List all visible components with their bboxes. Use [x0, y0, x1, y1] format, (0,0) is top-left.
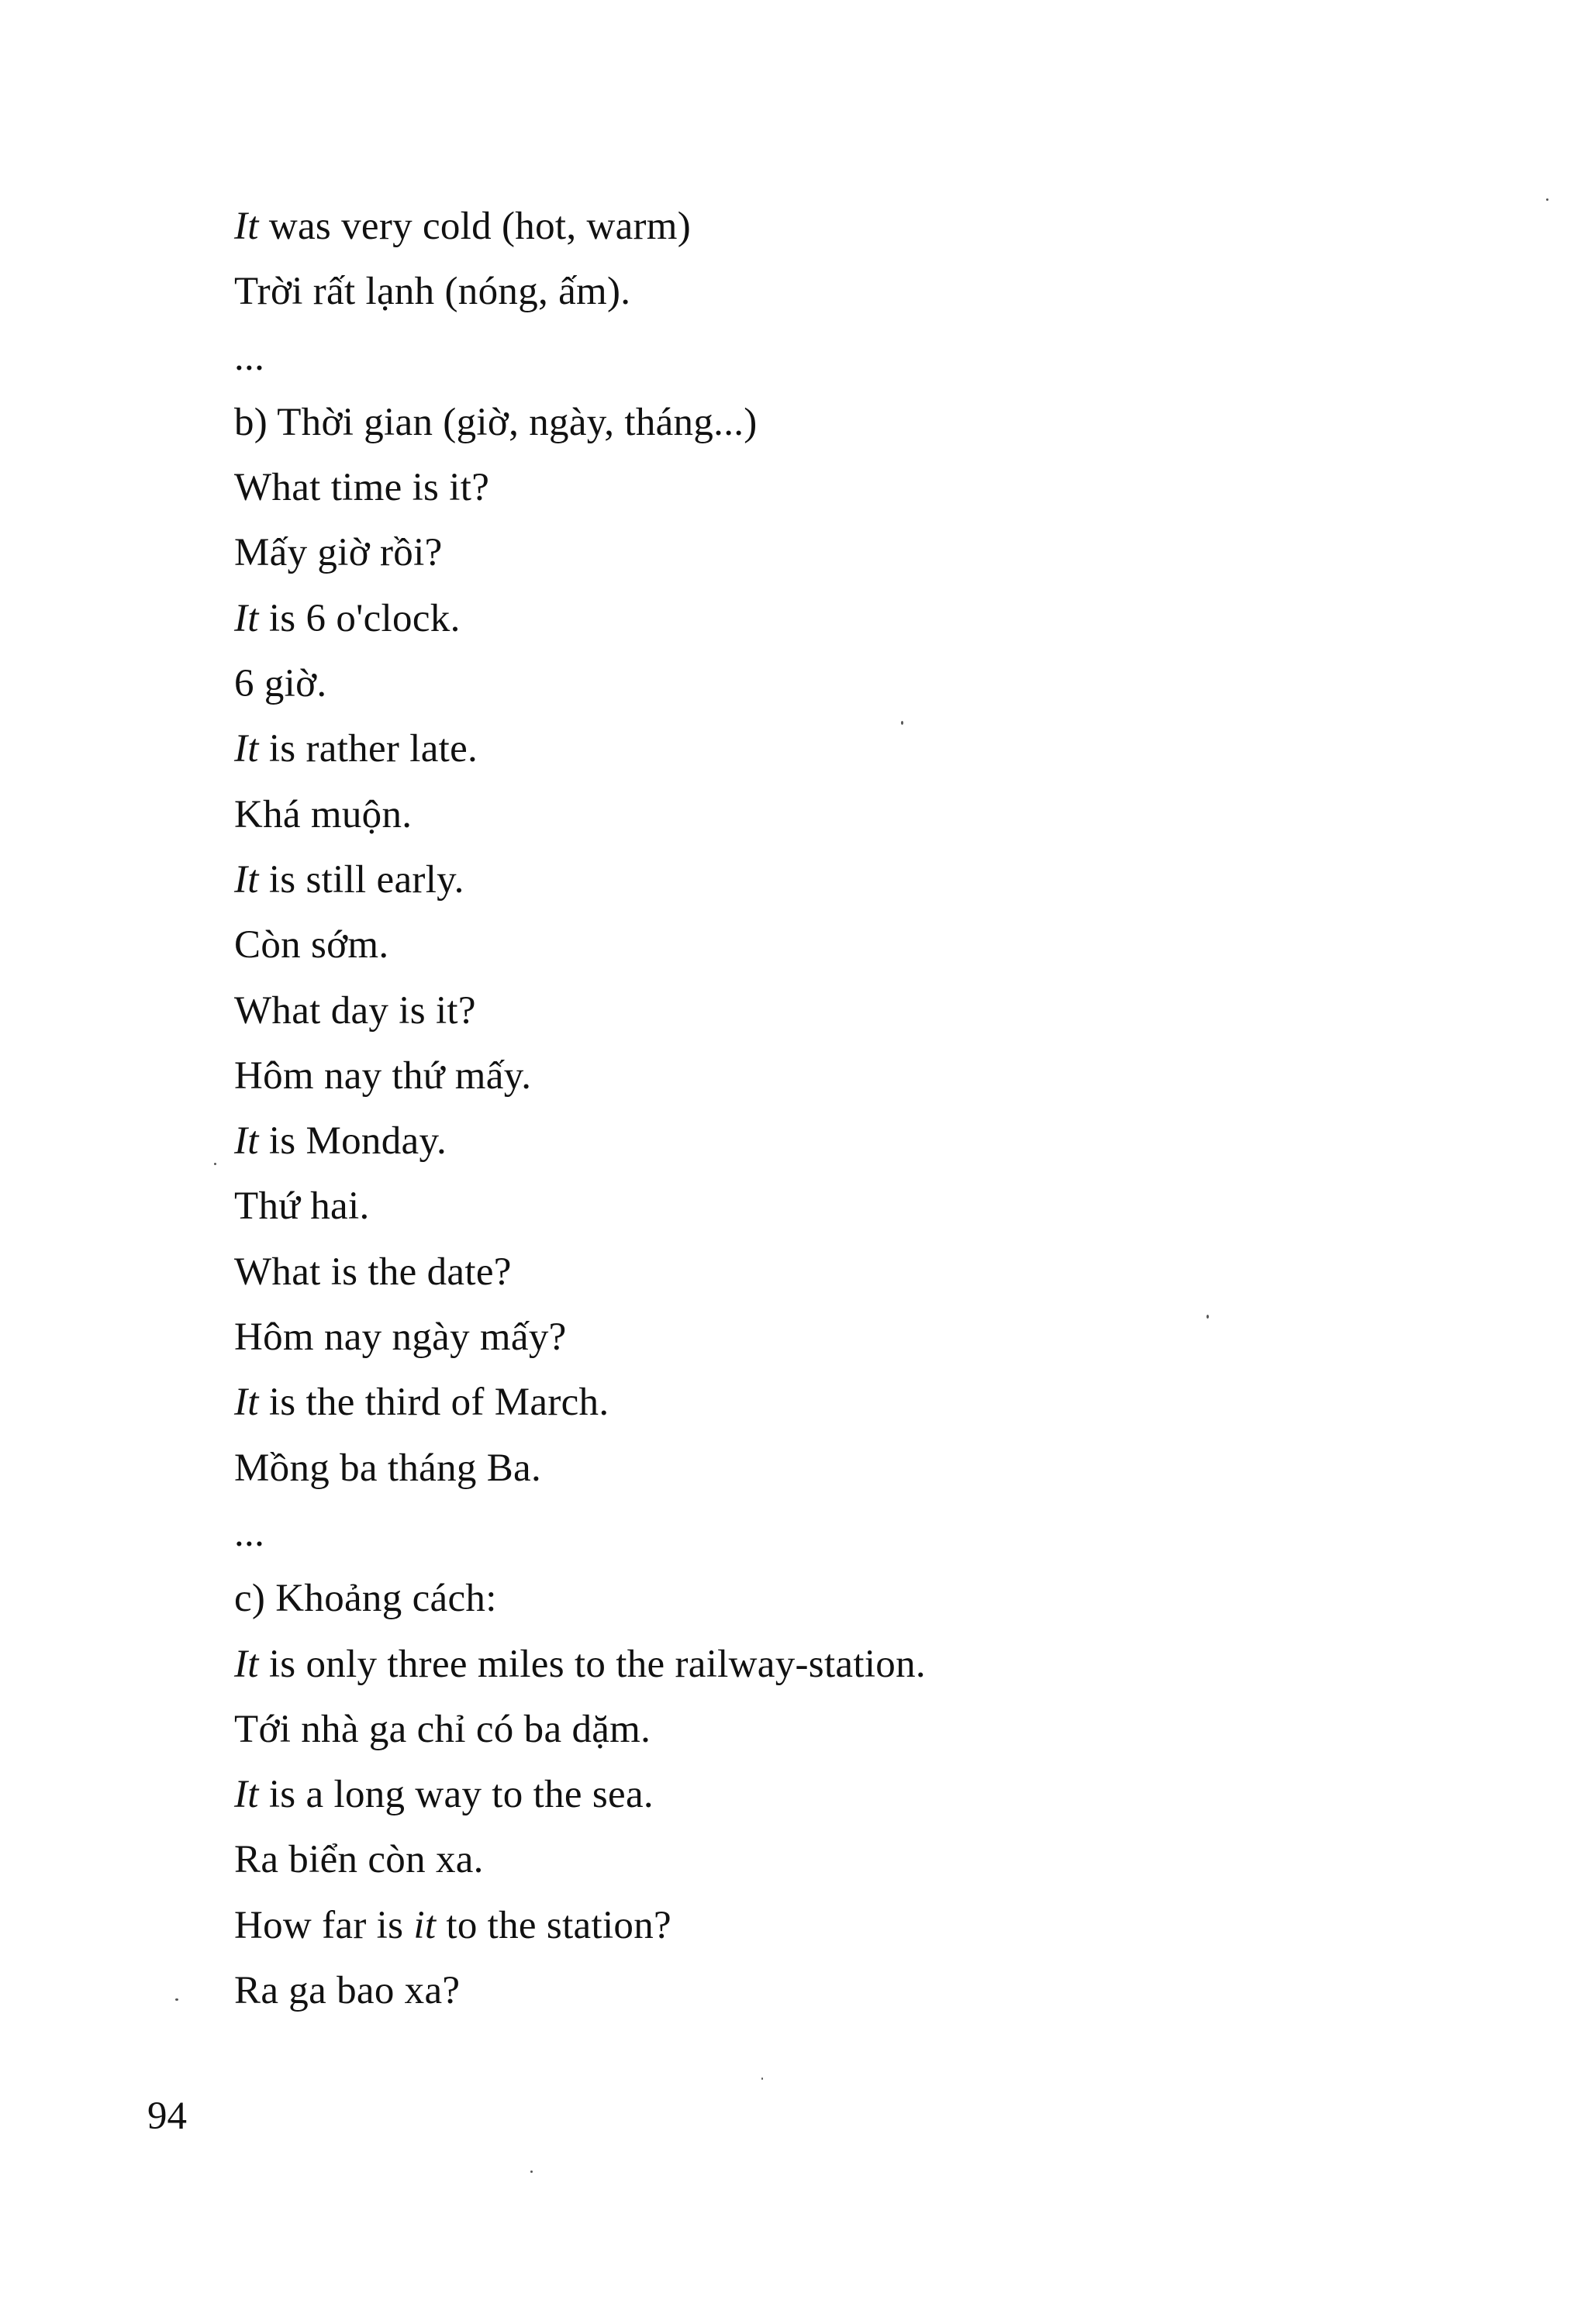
line-text: How far is	[234, 1903, 414, 1947]
line-text: Thứ hai.	[234, 1184, 370, 1229]
line-text: What time is it?	[234, 466, 490, 510]
italic-word: It	[234, 205, 259, 248]
scan-speck	[1546, 198, 1548, 201]
text-line	[234, 651, 926, 716]
line-text: is rather late.	[258, 727, 478, 771]
line-text: Khá muộn.	[234, 792, 413, 836]
line-text: Mấy giờ rồi?	[234, 531, 443, 575]
text-line	[234, 847, 926, 912]
line-text: What day is it?	[234, 988, 476, 1033]
text-line	[234, 1174, 926, 1239]
text-line	[234, 1305, 926, 1370]
text-line	[234, 1762, 926, 1827]
italic-word: It	[234, 1381, 259, 1425]
scan-speck	[175, 1998, 178, 2001]
line-text: Hôm nay thứ mấy.	[234, 1053, 532, 1098]
scan-speck	[901, 721, 903, 725]
text-line	[234, 912, 926, 978]
section-heading	[234, 1566, 926, 1631]
text-line	[234, 455, 926, 520]
italic-word: It	[234, 1119, 259, 1164]
ellipsis: ...	[234, 1511, 265, 1555]
text-line	[234, 1632, 926, 1697]
text-line	[234, 1697, 926, 1762]
line-text: c) Khoảng cách:	[234, 1577, 497, 1621]
line-text-after: to the station?	[436, 1903, 671, 1947]
line-text: is Monday.	[258, 1119, 447, 1164]
line-text: is the third of March.	[258, 1381, 609, 1425]
line-text: 6 giờ.	[234, 662, 327, 706]
text-line	[234, 586, 926, 651]
ellipsis: ...	[234, 335, 265, 379]
italic-word: It	[234, 1642, 259, 1686]
line-text: Ra ga bao xa?	[234, 1969, 461, 2013]
line-text: is only three miles to the railway-station.	[258, 1642, 926, 1686]
line-text: What is the date?	[234, 1250, 512, 1294]
text-lines	[234, 194, 926, 2023]
text-line	[234, 520, 926, 585]
text-line	[234, 325, 926, 390]
line-text: Còn sớm.	[234, 923, 389, 967]
italic-word: it	[413, 1903, 437, 1947]
line-text: Hôm nay ngày mấy?	[234, 1315, 567, 1360]
text-line	[234, 1370, 926, 1435]
section-heading	[234, 390, 926, 455]
scan-speck	[214, 1163, 216, 1165]
line-text: Ra biển còn xa.	[234, 1838, 484, 1882]
text-line	[234, 782, 926, 847]
italic-word: It	[234, 727, 259, 771]
text-line	[234, 1043, 926, 1109]
line-text: Mồng ba tháng Ba.	[234, 1446, 542, 1490]
line-text: b) Thời gian (giờ, ngày, tháng...)	[234, 400, 758, 444]
line-text: is a long way to the sea.	[258, 1773, 654, 1817]
text-line	[234, 1501, 926, 1566]
text-line	[234, 1827, 926, 1892]
line-text: was very cold (hot, warm)	[258, 205, 692, 248]
text-line	[234, 1436, 926, 1501]
italic-word: It	[234, 857, 259, 902]
text-line	[234, 1109, 926, 1174]
italic-word: It	[234, 1773, 259, 1817]
scan-speck	[530, 2171, 533, 2173]
scan-speck	[761, 2077, 763, 2080]
italic-word: It	[234, 596, 259, 640]
page-number: 94	[147, 2095, 187, 2138]
line-text: Tới nhà ga chỉ có ba dặm.	[234, 1707, 651, 1751]
line-text: is still early.	[258, 857, 464, 902]
text-line	[234, 1240, 926, 1305]
text-line	[234, 716, 926, 781]
scan-speck	[1207, 1315, 1209, 1319]
text-line	[234, 978, 926, 1043]
text-line	[234, 1958, 926, 2023]
text-line	[234, 259, 926, 324]
text-line	[234, 1893, 926, 1958]
line-text: Trời rất lạnh (nóng, ấm).	[234, 270, 631, 314]
text-line	[234, 194, 926, 259]
line-text: is 6 o'clock.	[258, 596, 461, 640]
